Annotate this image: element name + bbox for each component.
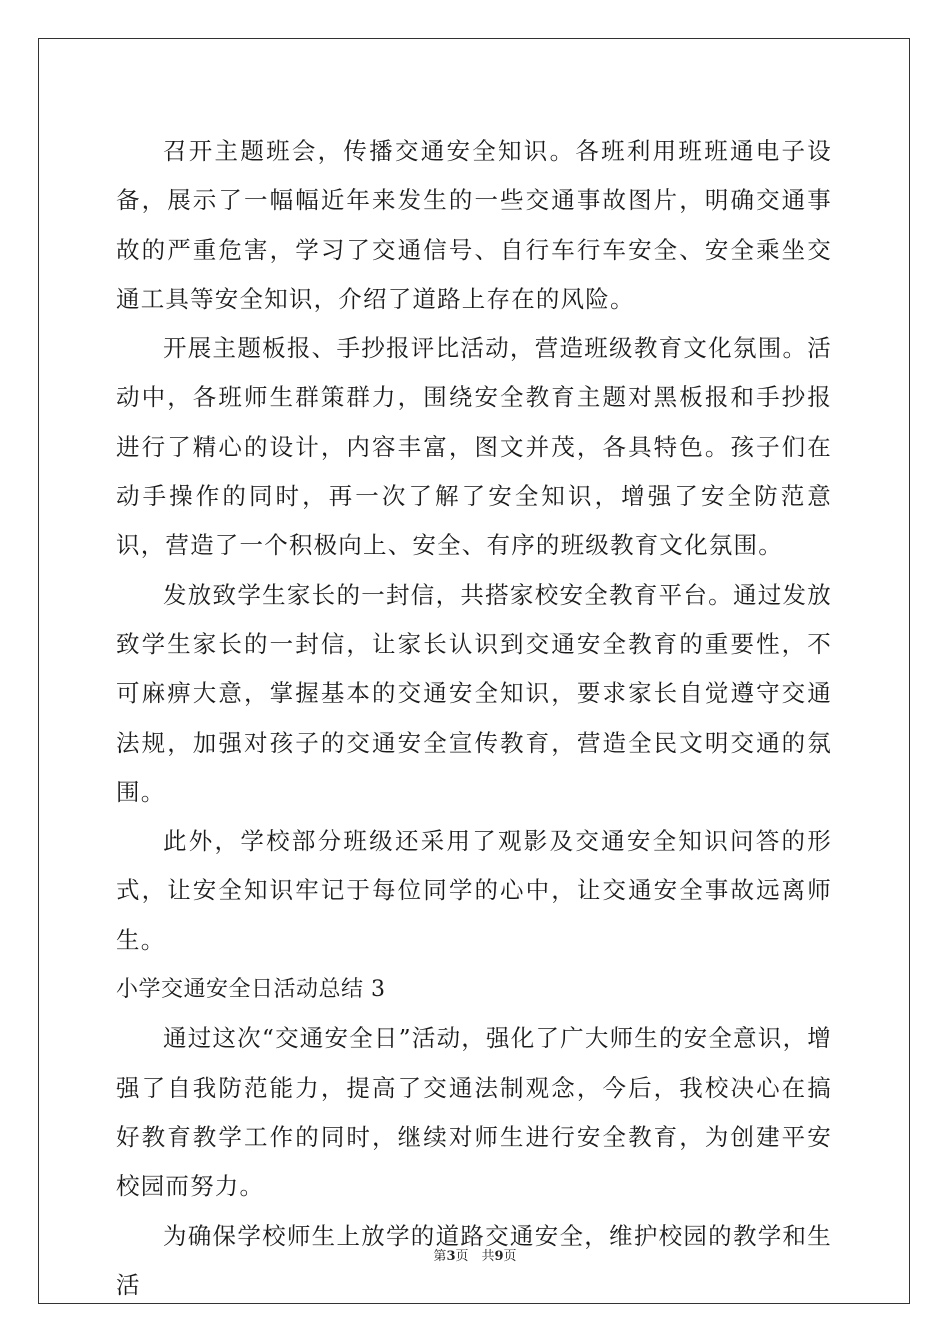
paragraph-blackboard-contest: 开展主题板报、手抄报评比活动，营造班级教育文化氛围。活动中，各班师生群策群力，围绕安全教育主题对黑板报和手抄报进行了精心的设计，内容丰富，图文并茂，各具特色。孩子们在动手操作的同时，再一次了解了安全知识，增强了安全防范意识，营造了一个积极向上、安全、有序的班级教育文化氛围。	[116, 334, 832, 560]
paragraph-class-meeting: 召开主题班会，传播交通安全知识。各班利用班班通电子设备，展示了一幅幅近年来发生的一些交通事故图片，明确交通事故的严重危害，学习了交通信号、自行车行车安全、安全乘坐交通工具等安全知识，介绍了道路上存在的风险。	[116, 137, 832, 313]
footer-middle: 页 共	[455, 1249, 495, 1264]
page-footer	[0, 1245, 950, 1264]
footer-prefix: 第	[433, 1249, 447, 1264]
footer-total-pages: 9	[494, 1249, 504, 1264]
paragraph-parent-letter: 发放致学生家长的一封信，共搭家校安全教育平台。通过发放致学生家长的一封信，让家长认识到交通安全教育的重要性，不可麻痹大意，掌握基本的交通安全知识，要求家长自觉遵守交通法规，加强对孩子的交通安全宣传教育，营造全民文明交通的氛围。	[116, 580, 832, 806]
section-heading: 小学交通安全日活动总结 3	[116, 977, 386, 1003]
footer-suffix: 页	[503, 1249, 517, 1264]
paragraph-movie-quiz: 此外，学校部分班级还采用了观影及交通安全知识问答的形式，让安全知识牢记于每位同学的心中，让交通安全事故远离师生。	[116, 827, 832, 954]
paragraph-safety-day-summary: 通过这次“交通安全日”活动，强化了广大师生的安全意识，增强了自我防范能力，提高了交通法制观念，今后，我校决心在搞好教育教学工作的同时，继续对师生进行安全教育，为创建平安校园而努力。	[116, 1024, 832, 1201]
document-body	[116, 127, 832, 1310]
footer-current-page: 3	[446, 1249, 456, 1264]
paragraph-road-safety: 为确保学校师生上放学的道路交通安全，维护校园的教学和生活	[116, 1221, 832, 1299]
